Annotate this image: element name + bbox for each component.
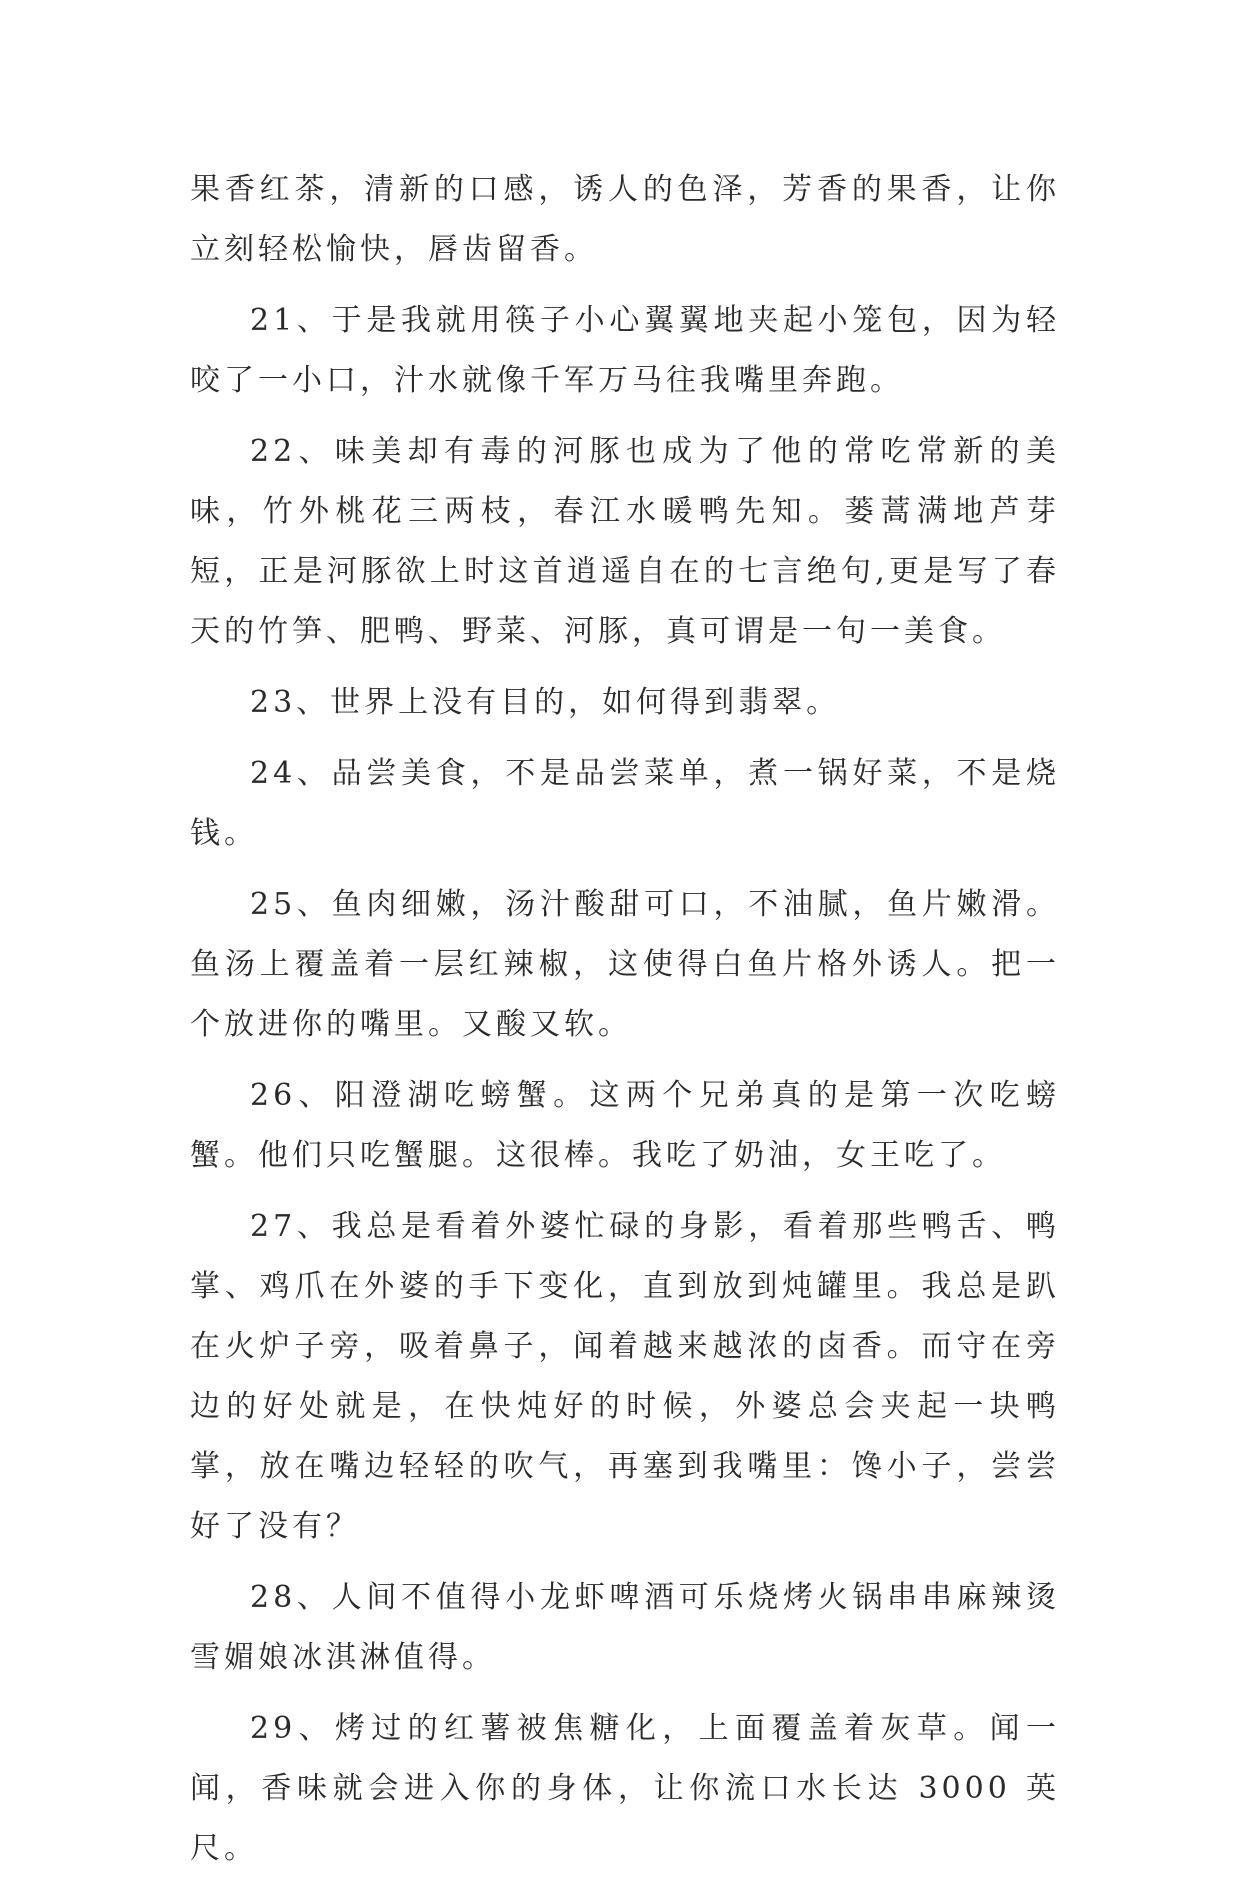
paragraph-24: 24、品尝美食，不是品尝菜单，煮一锅好菜，不是烧钱。 (190, 756, 1060, 851)
paragraph-28: 28、人间不值得小龙虾啤酒可乐烧烤火锅串串麻辣烫雪媚娘冰淇淋值得。 (190, 1580, 1060, 1675)
paragraph-intro: 果香红茶，清新的口感，诱人的色泽，芳香的果香，让你立刻轻松愉快，唇齿留香。 (190, 172, 1060, 267)
paragraph-21: 21、于是我就用筷子小心翼翼地夹起小笼包，因为轻咬了一小口，汁水就像千军万马往我嘴里奔跑。 (190, 303, 1060, 398)
paragraph-27: 27、我总是看着外婆忙碌的身影，看着那些鸭舌、鸭掌、鸡爪在外婆的手下变化，直到放到炖罐里。我总是趴在火炉子旁，吸着鼻子，闻着越来越浓的卤香。而守在旁边的好处就是，在快炖好的时候，外婆总会夹起一块鸭掌，放在嘴边轻轻的吹气，再塞到我嘴里：馋小子，尝尝好了没有？ (190, 1209, 1060, 1544)
paragraph-25: 25、鱼肉细嫩，汤汁酸甜可口，不油腻，鱼片嫩滑。鱼汤上覆盖着一层红辣椒，这使得白鱼片格外诱人。把一个放进你的嘴里。又酸又软。 (190, 887, 1060, 1042)
paragraph-22: 22、味美却有毒的河豚也成为了他的常吃常新的美味，竹外桃花三两枝，春江水暖鸭先知。蒌蒿满地芦芽短，正是河豚欲上时这首逍遥自在的七言绝句,更是写了春天的竹笋、肥鸭、野菜、河豚，真可谓是一句一美食。 (190, 434, 1060, 649)
document-body (190, 160, 1060, 1890)
paragraph-26: 26、阳澄湖吃螃蟹。这两个兄弟真的是第一次吃螃蟹。他们只吃蟹腿。这很棒。我吃了奶油，女王吃了。 (190, 1078, 1060, 1173)
paragraph-29: 29、烤过的红薯被焦糖化，上面覆盖着灰草。闻一闻，香味就会进入你的身体，让你流口水长达 3000 英尺。 (190, 1711, 1060, 1866)
paragraph-23: 23、世界上没有目的，如何得到翡翠。 (250, 685, 841, 720)
